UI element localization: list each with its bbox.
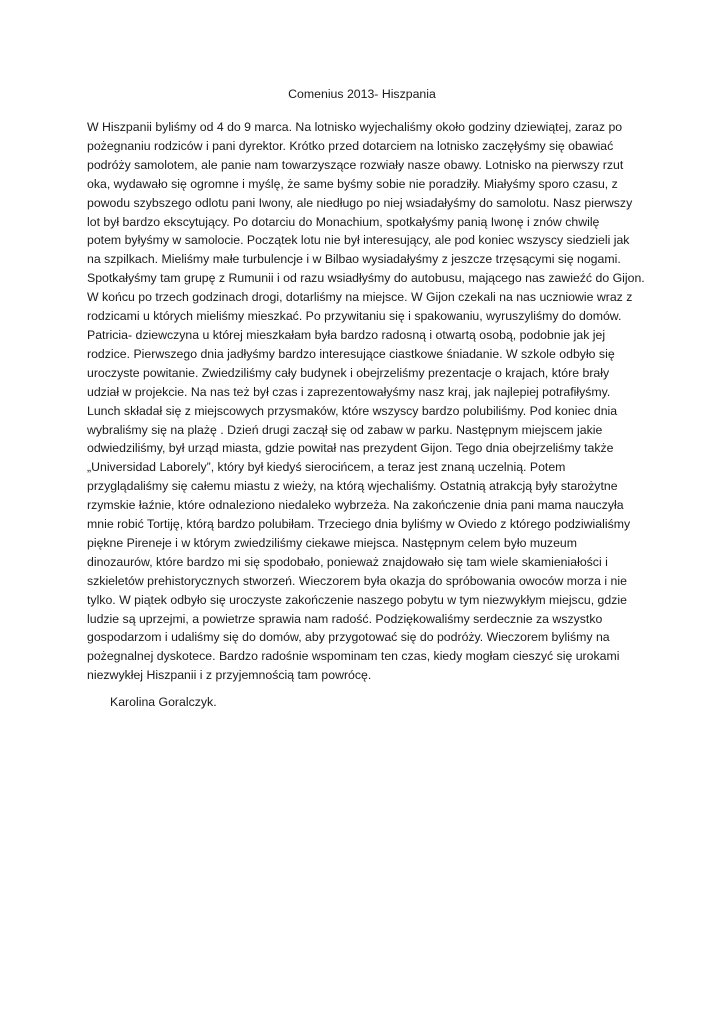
text-line: szkieletów prehistorycznych stworzeń. Wieczorem była okazja do spróbowania owoców morza i nie (87, 573, 627, 588)
author-signature: Karolina Goralczyk. (110, 695, 217, 709)
text-line: pożegnalnej dyskotece. Bardzo radośnie wspominam ten czas, kiedy mogłam cieszyć się urokami (87, 649, 620, 664)
text-line: powodu szybszego odlotu pani Iwony, ale niedługo po niej wsiadałyśmy do samolotu. Nasz pierwszy (87, 195, 633, 210)
text-line: niezwykłej Hiszpanii i z przyjemnością tam powrócę. (87, 668, 372, 683)
document-title: Comenius 2013- Hiszpania (288, 87, 436, 101)
text-line: piękne Pireneje i w którym zwiedziliśmy ciekawe miejsca. Następnym celem było muzeum (87, 535, 577, 550)
text-line: rodzice. Pierwszego dnia jadłyśmy bardzo interesujące ciastkowe śniadanie. W szkole odbyło się (87, 346, 615, 361)
text-line: tylko. W piątek odbyło się uroczyste zakończenie naszego pobytu w tym niezwykłym miejscu, gdzie (87, 592, 627, 607)
text-line: Spotkałyśmy tam grupę z Rumunii i od razu wsiadłyśmy do autobusu, mającego nas zawieźć do Gijon. (87, 271, 645, 286)
text-line: gospodarzom i udaliśmy się do domów, aby przygotować się do podróży. Wieczorem byliśmy na (87, 630, 610, 645)
text-line: ludzie są uprzejmi, a powietrze sprawia nam radość. Podziękowaliśmy serdecznie za wszystko (87, 611, 603, 626)
text-line: na szpilkach. Mieliśmy małe turbulencje i w Bilbao wysiadałyśmy z jeszcze trzęsącymi się nogami. (87, 252, 621, 267)
text-line: rzymskie łaźnie, które odnaleziono niedaleko wybrzeża. Na zakończenie dnia pani mama nauczyła (87, 498, 624, 513)
text-line: W końcu po trzech godzinach drogi, dotarliśmy na miejsce. W Gijon czekali na nas uczniowie wraz z (87, 290, 633, 305)
text-line: Lunch składał się z miejscowych przysmaków, które wszyscy bardzo polubiliśmy. Pod koniec dnia (87, 403, 618, 418)
text-line: wybraliśmy się na plażę . Dzień drugi zaczął się od zabaw w parku. Następnym miejscem jakie (87, 422, 603, 437)
text-line: Patricia- dziewczyna u której mieszkałam była bardzo radosną i otwartą osobą, podobnie jak jej (87, 327, 606, 342)
text-line: W Hiszpanii byliśmy od 4 do 9 marca. Na lotnisko wyjechaliśmy około godziny dziewiątej, zaraz po (87, 120, 623, 134)
text-line: podróży samolotem, ale panie nam towarzyszące rozwiały nasze obawy. Lotnisko na pierwszy rzut (87, 157, 624, 172)
body-paragraph (87, 118, 643, 685)
text-line: rodzicami u których mieliśmy mieszkać. Po przywitaniu się i spakowaniu, wyruszyliśmy do domów. (87, 309, 622, 324)
text-line: lot był bardzo ekscytujący. Po dotarciu do Monachium, spotkałyśmy panią Iwonę i znów chwilę (87, 214, 600, 229)
text-line: pożegnaniu rodziców i pani dyrektor. Krótko przed dotarciem na lotnisko zaczęłyśmy się obawiać (87, 138, 614, 153)
text-line: uroczyste powitanie. Zwiedziliśmy cały budynek i obejrzeliśmy prezentacje o krajach, które brały (87, 365, 610, 380)
text-line: mnie robić Tortiję, którą bardzo polubiłam. Trzeciego dnia byliśmy w Oviedo z którego podziwialiśmy (87, 517, 631, 532)
text-line: potem byłyśmy w samolocie. Początek lotu nie był interesujący, ale pod koniec wszyscy siedzieli jak (87, 233, 630, 248)
text-line: przyglądaliśmy się całemu miastu z wieży, na którą wjechaliśmy. Ostatnią atrakcją były starożytne (87, 479, 618, 494)
text-line: odwiedziliśmy, był urząd miasta, gdzie powitał nas prezydent Gijon. Tego dnia obejrzeliśmy także (87, 441, 614, 456)
text-line: dinozaurów, które bardzo mi się spodobało, ponieważ znajdowało się tam wiele skamieniałości i (87, 554, 608, 569)
text-line: „Universidad Laborely”, który był kiedyś sierocińcem, a teraz jest znaną uczelnią. Potem (87, 460, 566, 475)
text-line: udział w projekcie. Na nas też był czas i zaprezentowałyśmy nasz kraj, jak najlepiej potrafiłyśmy. (87, 384, 611, 399)
text-line: oka, wydawało się ogromne i myślę, że same byśmy sobie nie poradziły. Miałyśmy sporo czasu, z (87, 176, 618, 191)
